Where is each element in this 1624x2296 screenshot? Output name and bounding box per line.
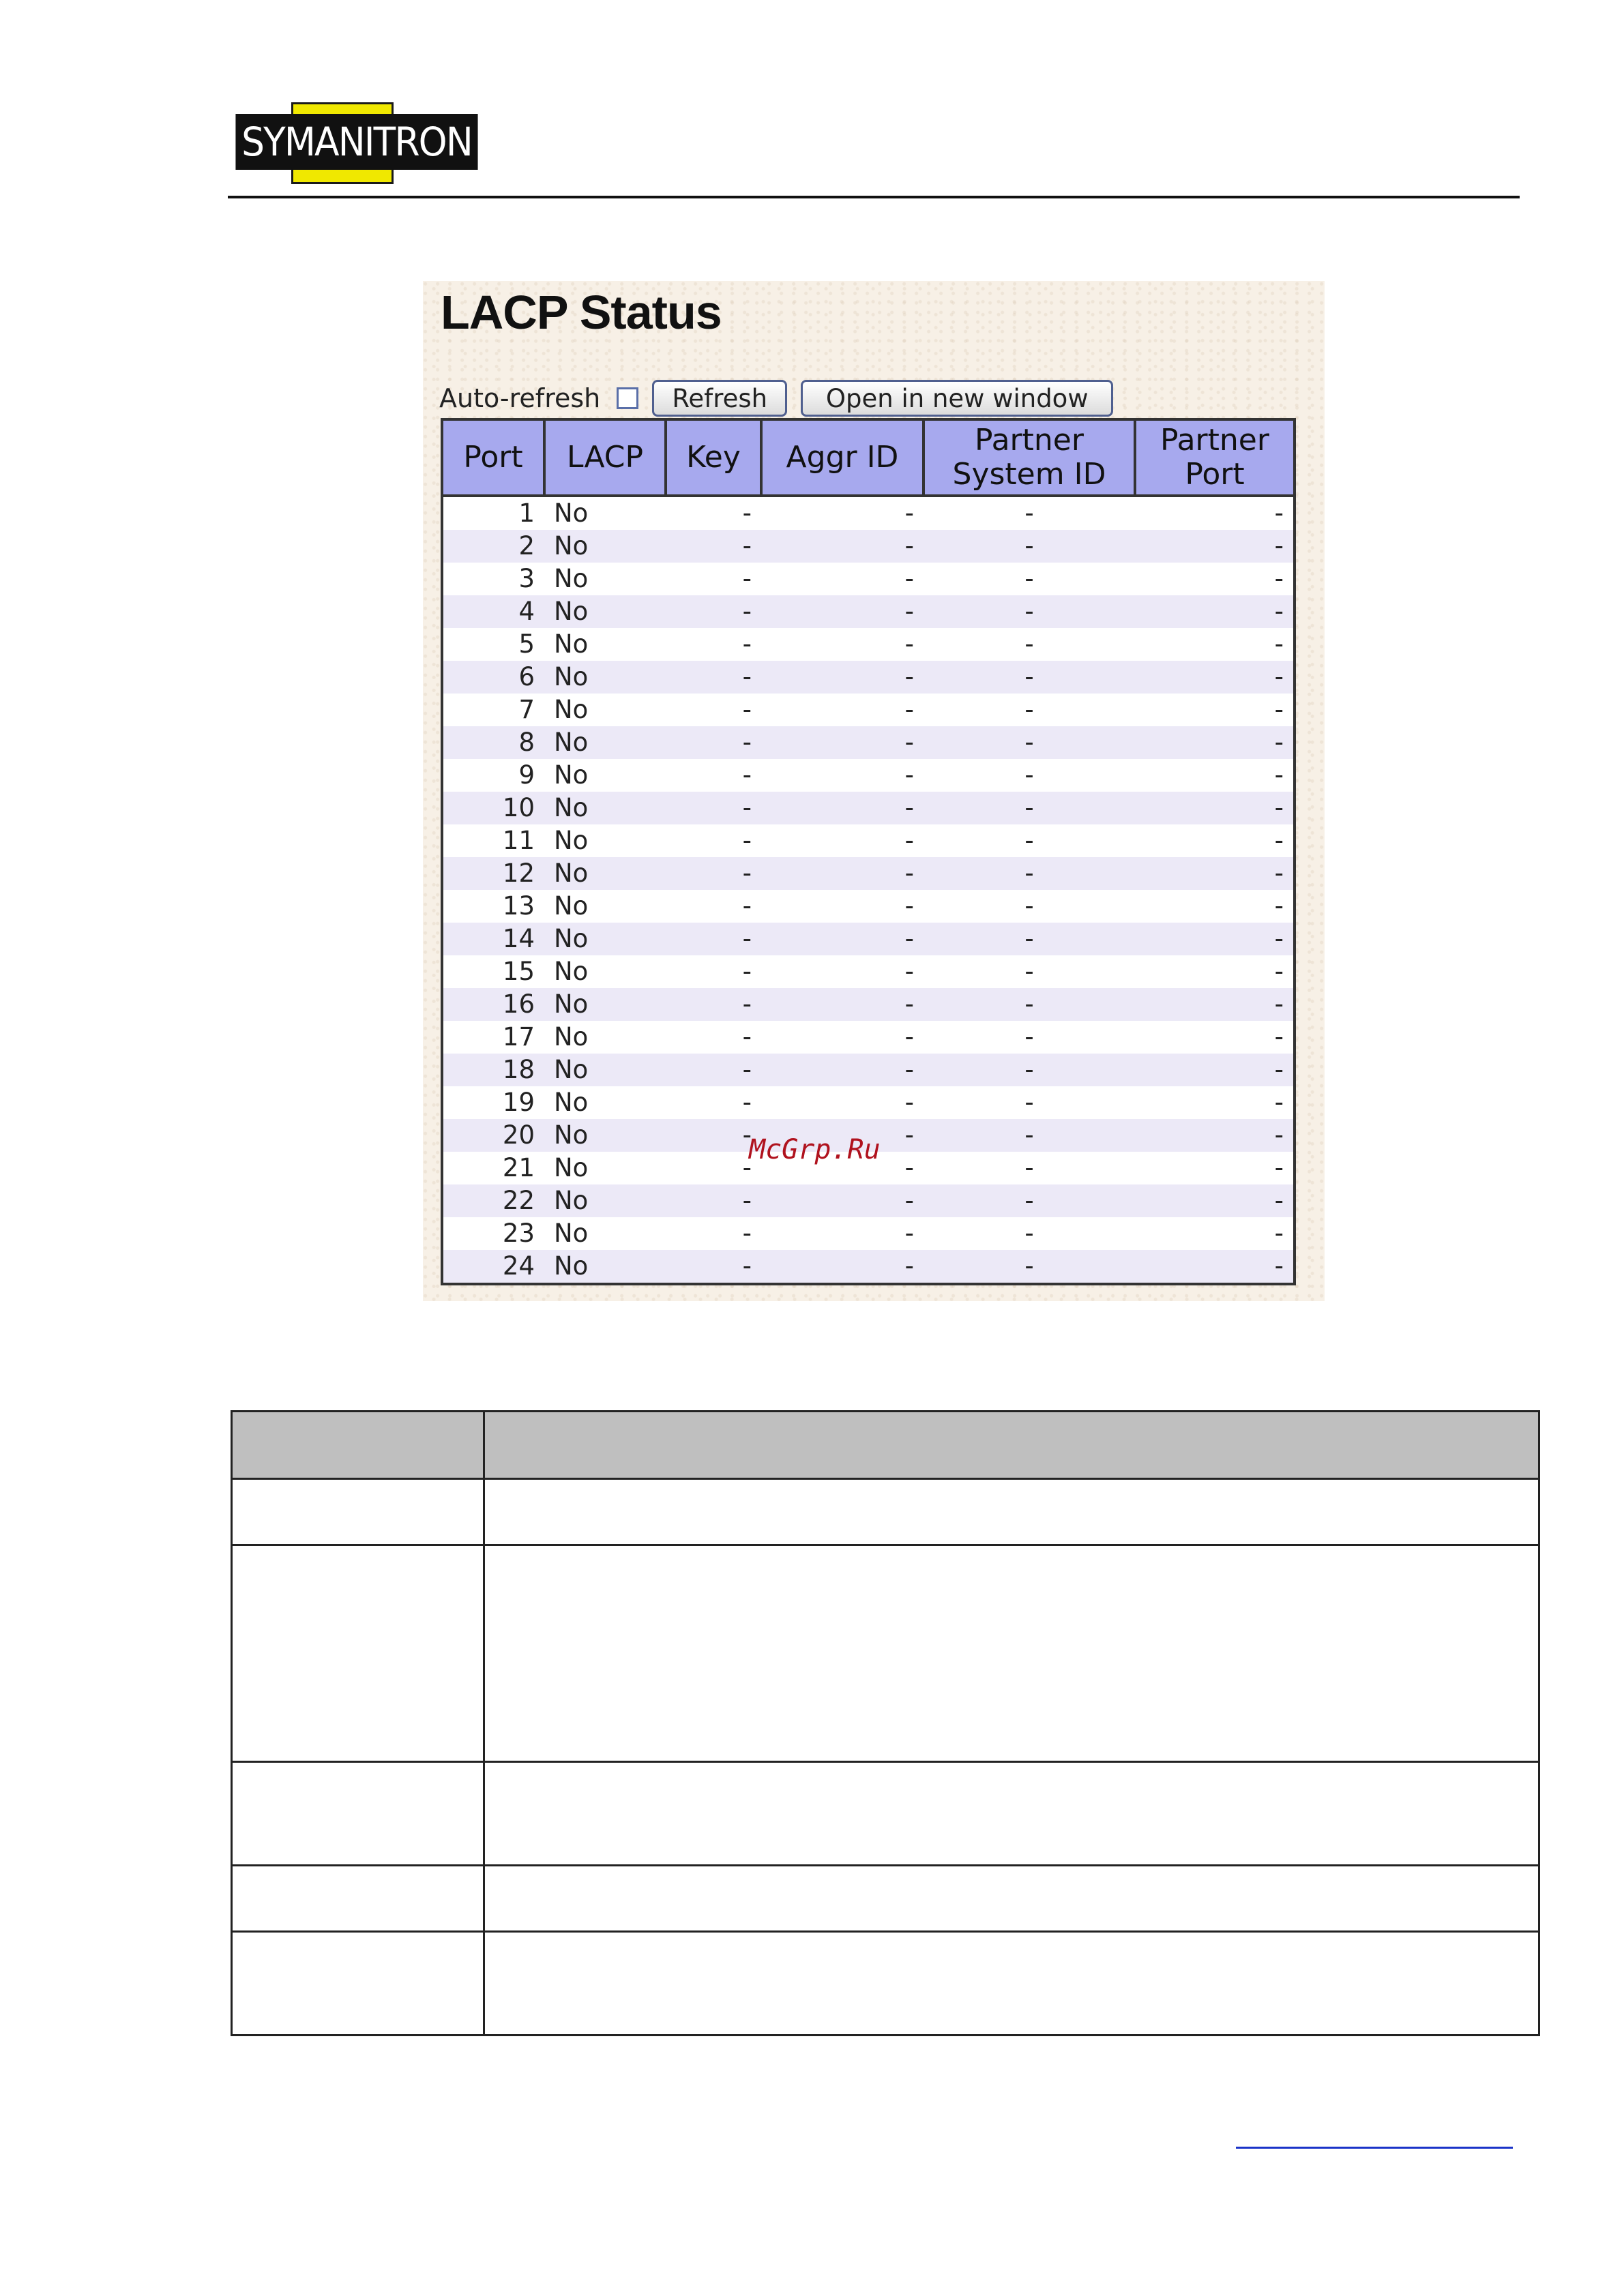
port-cell: 21	[442, 1152, 544, 1184]
partner-system-id-cell: -	[924, 595, 1135, 628]
aggr-id-cell: -	[761, 530, 924, 563]
lacp-cell: No	[544, 496, 666, 530]
desc-label-cell	[232, 1932, 484, 2036]
partner-port-line1: Partner	[1160, 423, 1269, 458]
partner-port-cell: -	[1135, 1152, 1295, 1184]
partner-system-id-cell: -	[924, 1021, 1135, 1054]
key-cell: -	[666, 1184, 761, 1217]
key-cell: -	[666, 628, 761, 661]
port-cell: 19	[442, 1086, 544, 1119]
key-cell: -	[666, 563, 761, 595]
port-cell: 12	[442, 857, 544, 890]
aggr-id-cell: -	[761, 1119, 924, 1152]
table-row	[442, 530, 1295, 563]
partner-port-cell: -	[1135, 563, 1295, 595]
port-cell: 14	[442, 923, 544, 955]
partner-port-cell: -	[1135, 595, 1295, 628]
table-row	[442, 759, 1295, 792]
lacp-cell: No	[544, 824, 666, 857]
aggr-id-cell: -	[761, 1250, 924, 1284]
port-cell: 17	[442, 1021, 544, 1054]
aggr-id-cell: -	[761, 890, 924, 923]
description-table	[231, 1410, 1540, 2036]
lacp-cell: No	[544, 890, 666, 923]
key-cell: -	[666, 824, 761, 857]
key-cell: -	[666, 496, 761, 530]
aggr-id-cell: -	[761, 726, 924, 759]
lacp-cell: No	[544, 955, 666, 988]
column-header-aggr-id: Aggr ID	[761, 419, 924, 496]
table-row	[442, 628, 1295, 661]
desc-text-cell	[484, 1762, 1539, 1866]
watermark: McGrp.Ru	[749, 1134, 881, 1165]
desc-row	[232, 1762, 1539, 1866]
port-cell: 10	[442, 792, 544, 824]
table-row	[442, 726, 1295, 759]
lacp-cell: No	[544, 1152, 666, 1184]
column-header-key: Key	[666, 419, 761, 496]
partner-port-cell: -	[1135, 857, 1295, 890]
key-cell: -	[666, 661, 761, 694]
table-row	[442, 1217, 1295, 1250]
column-header-lacp: LACP	[544, 419, 666, 496]
port-cell: 1	[442, 496, 544, 530]
lacp-cell: No	[544, 988, 666, 1021]
desc-header-cell-description	[484, 1412, 1539, 1479]
partner-port-cell: -	[1135, 1054, 1295, 1086]
partner-port-cell: -	[1135, 1119, 1295, 1152]
port-cell: 15	[442, 955, 544, 988]
desc-row	[232, 1932, 1539, 2036]
desc-label-cell	[232, 1762, 484, 1866]
key-cell: -	[666, 1217, 761, 1250]
port-cell: 13	[442, 890, 544, 923]
lacp-cell: No	[544, 530, 666, 563]
table-row	[442, 1086, 1295, 1119]
aggr-id-cell: -	[761, 496, 924, 530]
table-row	[442, 595, 1295, 628]
partner-system-id-cell: -	[924, 1119, 1135, 1152]
column-header-partner-port	[1135, 419, 1295, 496]
key-cell: -	[666, 694, 761, 726]
key-cell: -	[666, 792, 761, 824]
partner-port-cell: -	[1135, 890, 1295, 923]
lacp-cell: No	[544, 726, 666, 759]
partner-system-id-line2: System ID	[952, 457, 1106, 492]
lacp-cell: No	[544, 628, 666, 661]
port-cell: 9	[442, 759, 544, 792]
partner-system-id-cell: -	[924, 955, 1135, 988]
aggr-id-cell: -	[761, 694, 924, 726]
lacp-cell: No	[544, 1021, 666, 1054]
desc-header-row	[232, 1412, 1539, 1479]
partner-port-cell: -	[1135, 1184, 1295, 1217]
table-row	[442, 890, 1295, 923]
port-cell: 16	[442, 988, 544, 1021]
partner-system-id-cell: -	[924, 726, 1135, 759]
aggr-id-cell: -	[761, 759, 924, 792]
lacp-cell: No	[544, 1184, 666, 1217]
partner-system-id-cell: -	[924, 694, 1135, 726]
partner-port-cell: -	[1135, 661, 1295, 694]
desc-label-cell	[232, 1866, 484, 1932]
table-row	[442, 496, 1295, 530]
partner-port-cell: -	[1135, 1086, 1295, 1119]
lacp-cell: No	[544, 759, 666, 792]
aggr-id-cell: -	[761, 923, 924, 955]
partner-system-id-cell: -	[924, 661, 1135, 694]
partner-port-cell: -	[1135, 530, 1295, 563]
aggr-id-cell: -	[761, 1086, 924, 1119]
desc-text-cell	[484, 1866, 1539, 1932]
key-cell: -	[666, 1152, 761, 1184]
port-cell: 24	[442, 1250, 544, 1284]
partner-system-id-cell: -	[924, 824, 1135, 857]
aggr-id-cell: -	[761, 1217, 924, 1250]
port-cell: 2	[442, 530, 544, 563]
partner-port-cell: -	[1135, 988, 1295, 1021]
table-row	[442, 824, 1295, 857]
port-cell: 8	[442, 726, 544, 759]
key-cell: -	[666, 595, 761, 628]
key-cell: -	[666, 1250, 761, 1284]
partner-port-cell: -	[1135, 628, 1295, 661]
column-header-partner-system-id	[924, 419, 1135, 496]
partner-port-cell: -	[1135, 1250, 1295, 1284]
desc-text-cell	[484, 1479, 1539, 1545]
lacp-cell: No	[544, 792, 666, 824]
open-new-window-button[interactable]: Open in new window	[801, 380, 1113, 417]
desc-row	[232, 1545, 1539, 1762]
partner-port-cell: -	[1135, 955, 1295, 988]
partner-system-id-cell: -	[924, 563, 1135, 595]
partner-system-id-cell: -	[924, 857, 1135, 890]
partner-port-cell: -	[1135, 1217, 1295, 1250]
key-cell: -	[666, 890, 761, 923]
partner-port-cell: -	[1135, 824, 1295, 857]
lacp-cell: No	[544, 923, 666, 955]
partner-system-id-cell: -	[924, 1217, 1135, 1250]
partner-system-id-cell: -	[924, 628, 1135, 661]
key-cell: -	[666, 726, 761, 759]
port-cell: 5	[442, 628, 544, 661]
lacp-cell: No	[544, 563, 666, 595]
aggr-id-cell: -	[761, 792, 924, 824]
partner-port-cell: -	[1135, 694, 1295, 726]
lacp-cell: No	[544, 1217, 666, 1250]
partner-system-id-cell: -	[924, 1250, 1135, 1284]
desc-label-cell	[232, 1545, 484, 1762]
table-row	[442, 988, 1295, 1021]
desc-text-cell	[484, 1545, 1539, 1762]
lacp-cell: No	[544, 1054, 666, 1086]
partner-system-id-cell: -	[924, 988, 1135, 1021]
port-cell: 3	[442, 563, 544, 595]
aggr-id-cell: -	[761, 955, 924, 988]
aggr-id-cell: -	[761, 1184, 924, 1217]
port-cell: 6	[442, 661, 544, 694]
key-cell: -	[666, 857, 761, 890]
port-cell: 23	[442, 1217, 544, 1250]
key-cell: -	[666, 923, 761, 955]
partner-system-id-cell: -	[924, 1054, 1135, 1086]
table-row	[442, 694, 1295, 726]
desc-row	[232, 1866, 1539, 1932]
aggr-id-cell: -	[761, 595, 924, 628]
table-row	[442, 563, 1295, 595]
partner-port-cell: -	[1135, 923, 1295, 955]
logo-wordmark: SYMANITRON	[235, 114, 477, 170]
partner-port-cell: -	[1135, 1021, 1295, 1054]
aggr-id-cell: -	[761, 563, 924, 595]
desc-text-cell	[484, 1932, 1539, 2036]
table-row	[442, 792, 1295, 824]
partner-port-cell: -	[1135, 726, 1295, 759]
aggr-id-cell: -	[761, 661, 924, 694]
key-cell: -	[666, 530, 761, 563]
port-cell: 4	[442, 595, 544, 628]
partner-system-id-cell: -	[924, 1152, 1135, 1184]
table-row	[442, 1021, 1295, 1054]
table-row	[442, 955, 1295, 988]
auto-refresh-checkbox[interactable]	[617, 387, 638, 409]
key-cell: -	[666, 955, 761, 988]
table-row	[442, 1054, 1295, 1086]
toolbar	[439, 378, 1113, 418]
table-row	[442, 923, 1295, 955]
aggr-id-cell: -	[761, 1021, 924, 1054]
port-cell: 11	[442, 824, 544, 857]
partner-system-id-cell: -	[924, 1184, 1135, 1217]
table-row	[442, 857, 1295, 890]
partner-system-id-cell: -	[924, 792, 1135, 824]
page-title: LACP Status	[441, 286, 722, 339]
partner-system-id-cell: -	[924, 530, 1135, 563]
key-cell: -	[666, 988, 761, 1021]
partner-port-cell: -	[1135, 496, 1295, 530]
column-header-port: Port	[442, 419, 544, 496]
key-cell: -	[666, 1054, 761, 1086]
auto-refresh-label: Auto-refresh	[439, 383, 601, 413]
lacp-cell: No	[544, 857, 666, 890]
key-cell: -	[666, 1086, 761, 1119]
port-cell: 20	[442, 1119, 544, 1152]
lacp-cell: No	[544, 661, 666, 694]
table-row	[442, 1184, 1295, 1217]
lacp-cell: No	[544, 595, 666, 628]
table-row	[442, 661, 1295, 694]
partner-system-id-cell: -	[924, 759, 1135, 792]
header-divider	[228, 196, 1520, 198]
partner-system-id-cell: -	[924, 923, 1135, 955]
lacp-cell: No	[544, 1250, 666, 1284]
aggr-id-cell: -	[761, 988, 924, 1021]
aggr-id-cell: -	[761, 628, 924, 661]
desc-row	[232, 1479, 1539, 1545]
port-cell: 18	[442, 1054, 544, 1086]
table-row	[442, 1250, 1295, 1284]
partner-port-cell: -	[1135, 759, 1295, 792]
key-cell: -	[666, 1119, 761, 1152]
aggr-id-cell: -	[761, 824, 924, 857]
partner-system-id-cell: -	[924, 496, 1135, 530]
partner-system-id-cell: -	[924, 1086, 1135, 1119]
port-cell: 7	[442, 694, 544, 726]
lacp-cell: No	[544, 1086, 666, 1119]
table-header-row	[442, 419, 1295, 496]
refresh-button[interactable]: Refresh	[652, 380, 787, 417]
aggr-id-cell: -	[761, 1152, 924, 1184]
table-body	[442, 496, 1295, 1284]
port-cell: 22	[442, 1184, 544, 1217]
symanitron-logo	[225, 102, 488, 184]
key-cell: -	[666, 759, 761, 792]
key-cell: -	[666, 1021, 761, 1054]
lacp-cell: No	[544, 1119, 666, 1152]
aggr-id-cell: -	[761, 857, 924, 890]
lacp-cell: No	[544, 694, 666, 726]
partner-system-id-line1: Partner	[975, 423, 1084, 458]
partner-system-id-cell: -	[924, 890, 1135, 923]
footer-link-underline[interactable]	[1236, 2147, 1513, 2149]
partner-port-cell: -	[1135, 792, 1295, 824]
desc-label-cell	[232, 1479, 484, 1545]
desc-header-cell-label	[232, 1412, 484, 1479]
partner-port-line2: Port	[1185, 457, 1245, 492]
aggr-id-cell: -	[761, 1054, 924, 1086]
